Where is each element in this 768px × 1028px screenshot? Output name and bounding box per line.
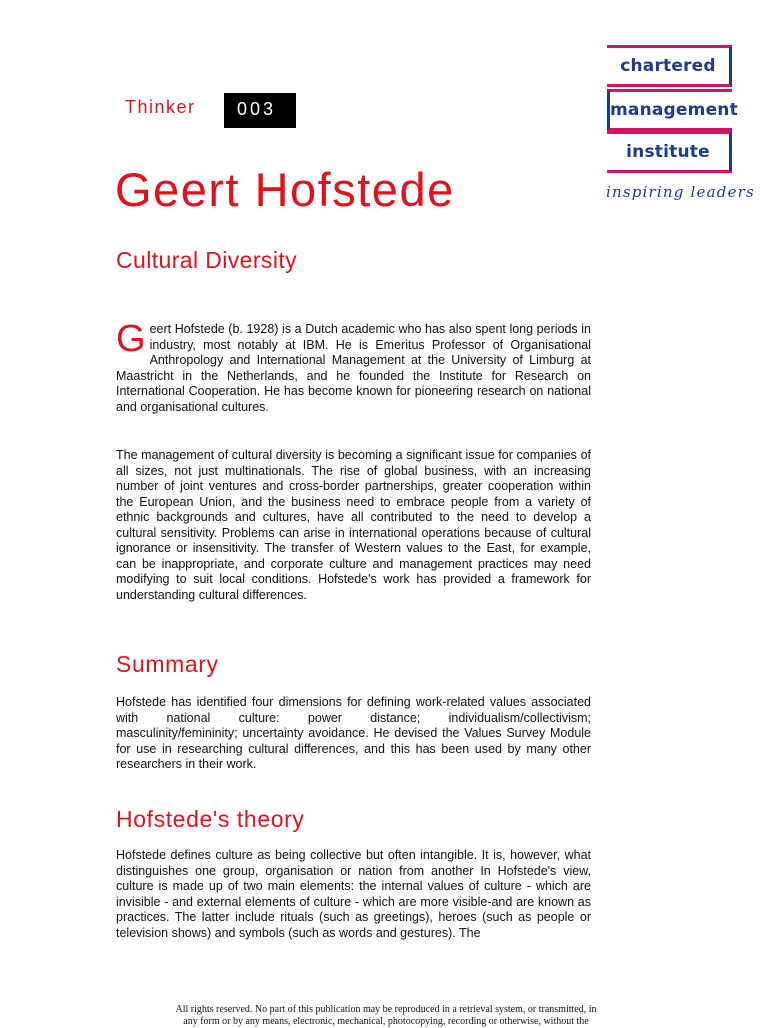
logo-box-chartered xyxy=(607,45,732,87)
summary-heading: Summary xyxy=(116,651,219,677)
logo-box-institute xyxy=(607,131,732,173)
page-subtitle: Cultural Diversity xyxy=(116,247,298,273)
theory-paragraph: Hofstede defines culture as being collective but often intangible. It is, however, what distinguishes one group, organisation or nation from another In Hofstede's view, culture is made up of two main elements: the internal values of culture - which are invisible - and external elements of culture - which are more visible-and are known as practices. The latter include rituals (such as greetings), heroes (such as people or television shows) and symbols (such as words and gestures). The xyxy=(116,848,591,940)
thinker-number-badge: 003 xyxy=(224,93,296,128)
page-title: Geert Hofstede xyxy=(115,163,455,216)
logo-box-management xyxy=(607,89,738,131)
intro-paragraph xyxy=(116,318,591,415)
logo-word-chartered: chartered xyxy=(620,56,716,76)
logo-word-management: management xyxy=(610,100,738,120)
logo-word-institute: institute xyxy=(626,142,710,162)
cultural-diversity-paragraph: The management of cultural diversity is becoming a significant issue for companies of all sizes, not just multinationals. The rise of global business, with an increasing number of joint ventures and cross-border partnerships, greater cooperation within the European Union, and the business need to embrace people from a variety of ethnic backgrounds and cultures, have all contributed to the need to develop a cultural sensitivity. Problems can arise in international operations because of cultural ignorance or insensitivity. The transfer of Western values to the East, for example, can be inappropriate, and corporate culture and management practices may need modifying to suit local conditions. Hofstede's work has provided a framework for understanding cultural differences. xyxy=(116,448,591,602)
summary-paragraph: Hofstede has identified four dimensions for defining work-related values associated with national culture: power distance; individualism/collectivism; masculinity/femininity; uncertainty avoidance. He devised the Values Survey Module for use in researching cultural differences, and this has been used by many other researchers in their work. xyxy=(116,695,591,771)
footer-line-2: any form or by any means, electronic, mechanical, photocopying, recording or otherwise, without the xyxy=(183,1016,589,1027)
logo-tagline: inspiring leaders xyxy=(606,183,755,201)
theory-heading: Hofstede's theory xyxy=(116,806,305,832)
thinker-label: Thinker xyxy=(125,97,196,117)
drop-cap: G xyxy=(116,318,146,360)
footer-line-1: All rights reserved. No part of this publication may be reproduced in a retrieval system, or transmitted, in xyxy=(175,1004,597,1015)
copyright-footer xyxy=(160,1004,612,1028)
intro-text: eert Hofstede (b. 1928) is a Dutch academic who has also spent long periods in industry, most notably at IBM. He is Emeritus Professor of Organisational Anthropology and International Management at the University of Limburg at Maastricht in the Netherlands, and he founded the Institute for Research on International Cooperation. He has become known for pioneering research on national and organisational cultures. xyxy=(116,322,591,414)
